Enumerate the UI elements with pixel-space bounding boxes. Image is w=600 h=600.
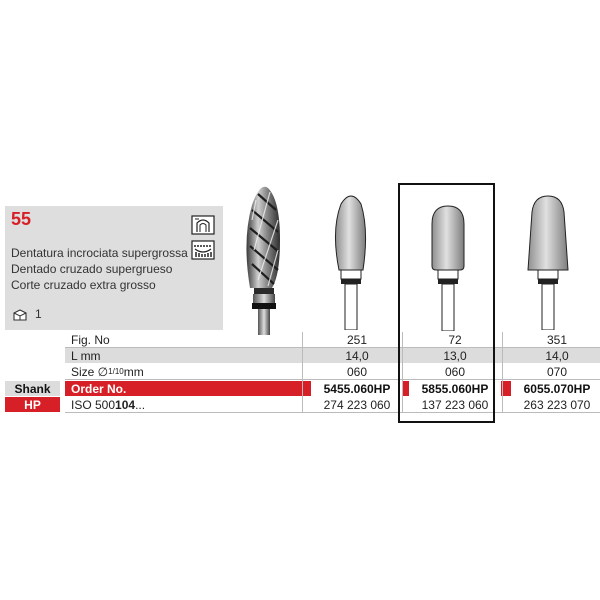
carbide-bur-image bbox=[236, 180, 296, 335]
iso-label-suffix: ... bbox=[135, 397, 146, 412]
cell-value: 137 223 060 bbox=[421, 397, 489, 412]
cell-value: 14,0 bbox=[545, 348, 569, 363]
cell-value: 060 bbox=[346, 364, 368, 379]
description-portuguese: Corte cruzado extra grosso bbox=[11, 278, 156, 292]
cell-value: 251 bbox=[346, 332, 368, 347]
package-icon bbox=[12, 308, 28, 322]
row-label: Fig. No bbox=[71, 332, 110, 347]
description-spanish: Dentado cruzado supergrueso bbox=[11, 262, 173, 276]
pack-quantity: 1 bbox=[35, 307, 42, 321]
description-italian: Dentatura incrociata supergrossa bbox=[11, 246, 188, 260]
cell-value: 274 223 060 bbox=[323, 397, 391, 412]
series-number: 55 bbox=[11, 209, 32, 229]
order-number[interactable]: 5855.060HP bbox=[409, 381, 501, 396]
row-order-no bbox=[65, 381, 600, 396]
iso-label-bold: 104 bbox=[115, 397, 136, 412]
column-divider bbox=[502, 332, 503, 413]
row-length bbox=[65, 348, 600, 363]
column-divider bbox=[302, 332, 303, 413]
row-fig-no bbox=[65, 332, 600, 348]
denture-icon bbox=[191, 240, 215, 260]
row-size bbox=[65, 364, 600, 380]
size-label-suffix: mm bbox=[123, 364, 144, 379]
row-label: Order No. bbox=[71, 381, 127, 396]
cell-value: 72 bbox=[448, 332, 462, 347]
hp-label: HP bbox=[5, 397, 60, 412]
shank-label: Shank bbox=[5, 381, 60, 396]
row-label bbox=[71, 397, 145, 412]
row-label: L mm bbox=[71, 348, 101, 363]
lab-use-icon bbox=[191, 215, 215, 235]
cell-value: 14,0 bbox=[345, 348, 369, 363]
cell-value: 13,0 bbox=[443, 348, 467, 363]
order-number[interactable]: 5455.060HP bbox=[311, 381, 403, 396]
bur-shape-251-icon bbox=[327, 190, 375, 330]
cell-value: 060 bbox=[444, 364, 466, 379]
size-label-sup: 1 bbox=[108, 367, 113, 376]
order-number[interactable]: 6055.070HP bbox=[511, 381, 600, 396]
size-label-prefix: Size ∅ bbox=[71, 364, 109, 379]
cell-value: 070 bbox=[546, 364, 568, 379]
row-label bbox=[71, 364, 144, 379]
cell-value: 351 bbox=[546, 332, 568, 347]
selected-variant-frame bbox=[398, 183, 495, 423]
cell-value: 263 223 070 bbox=[523, 397, 591, 412]
bur-shape-351-icon bbox=[522, 190, 574, 330]
row-iso bbox=[65, 397, 600, 413]
size-label-sub: /10 bbox=[112, 367, 124, 376]
iso-label-prefix: ISO 500 bbox=[71, 397, 116, 412]
